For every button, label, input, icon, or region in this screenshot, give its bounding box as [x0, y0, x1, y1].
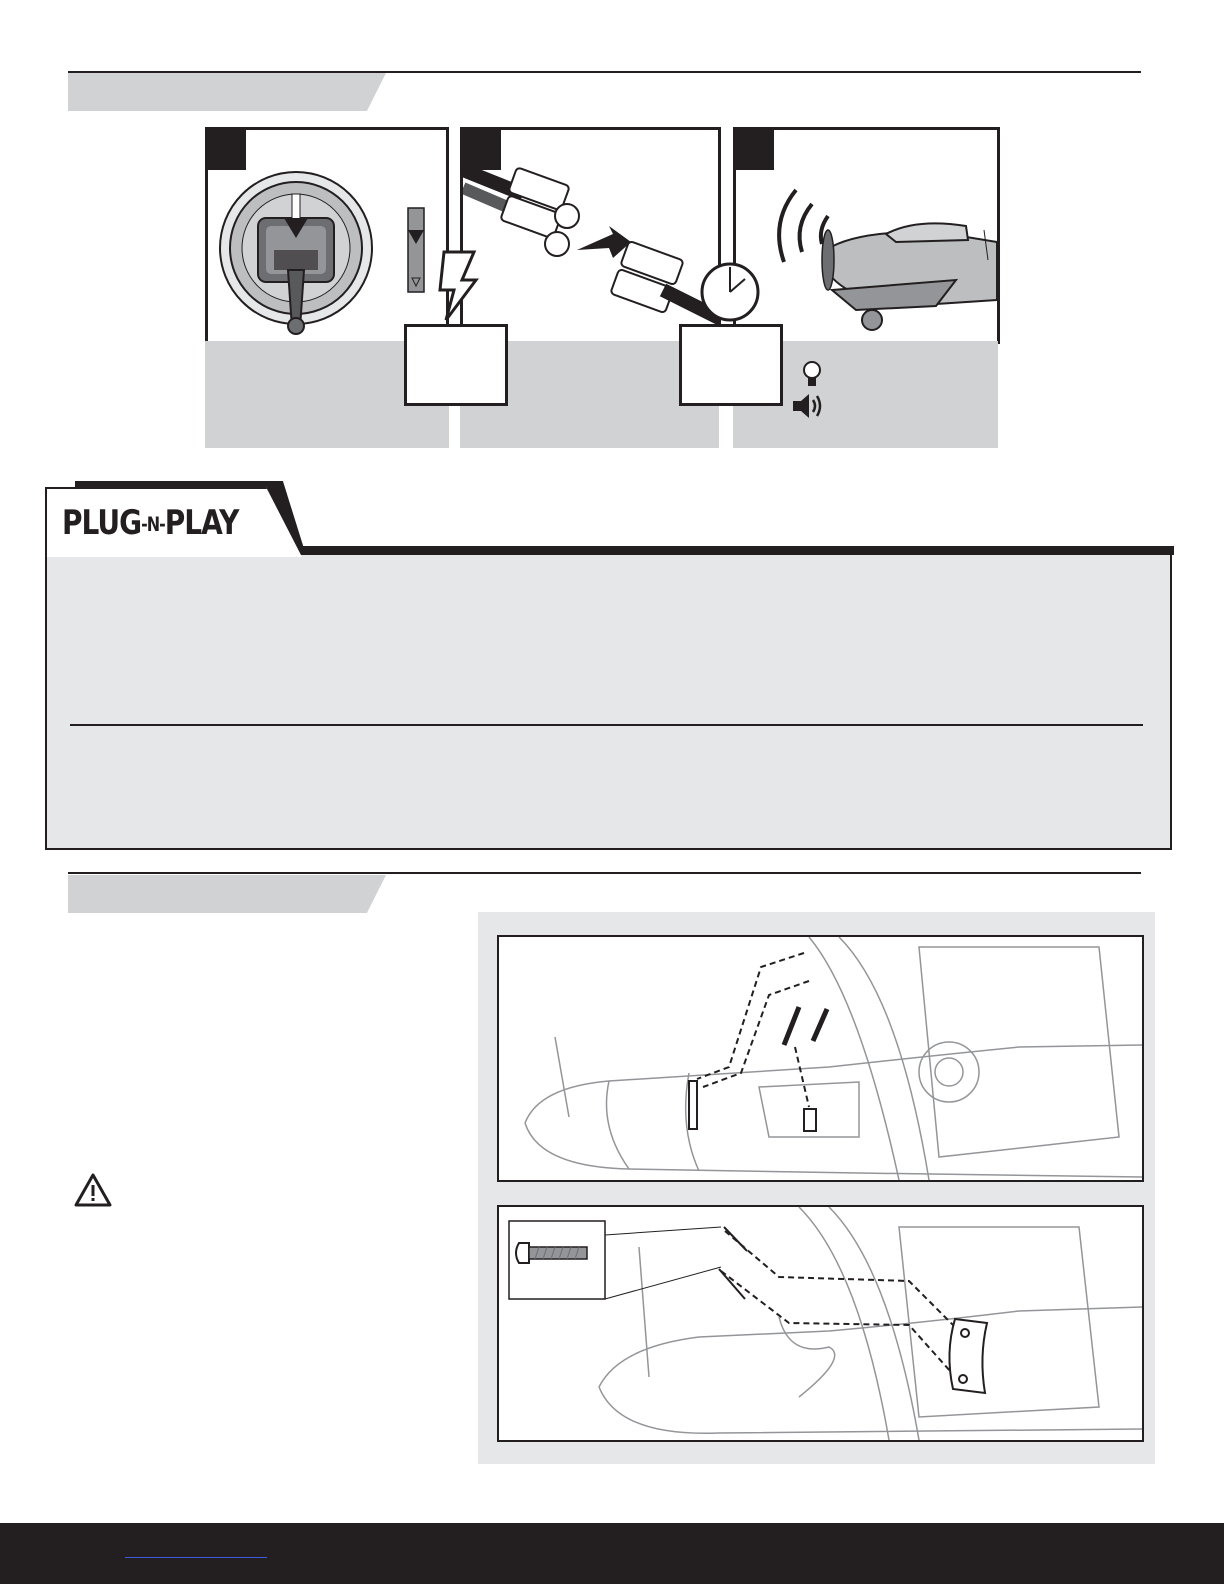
step-panel-3	[733, 127, 1000, 344]
step-panel-1	[205, 127, 449, 344]
fuselage-hatch-illustration	[499, 1207, 1142, 1440]
airplane-beep-icon	[736, 130, 997, 341]
clock-icon	[699, 261, 761, 323]
figure-bottom-hatch-screws	[497, 1205, 1144, 1442]
step-panel-2	[460, 127, 721, 344]
figure-top-receiver-wiring	[497, 935, 1144, 1182]
battery-connector-icon	[463, 130, 718, 341]
section-heading-tab	[68, 73, 386, 111]
callout-box-1	[404, 324, 508, 406]
callout-box-2	[679, 324, 783, 406]
section-rule-2	[68, 872, 1141, 874]
fuselage-wiring-illustration	[499, 937, 1142, 1180]
section-heading-tab-2	[68, 875, 386, 913]
pnp-divider	[70, 724, 1143, 726]
section-rule-top	[68, 71, 1141, 73]
warning-triangle-icon	[73, 1172, 113, 1208]
footer-link[interactable]	[125, 1557, 267, 1558]
plug-n-play-box	[45, 552, 1172, 850]
speaker-icon	[791, 392, 825, 420]
throttle-stick-down-icon	[208, 130, 446, 341]
light-bulb-icon	[800, 360, 824, 390]
lightning-bolt-icon	[432, 250, 482, 322]
page-footer	[0, 1523, 1224, 1584]
plug-n-play-logo-lettering: PLUG-N-PLAY	[62, 503, 239, 543]
